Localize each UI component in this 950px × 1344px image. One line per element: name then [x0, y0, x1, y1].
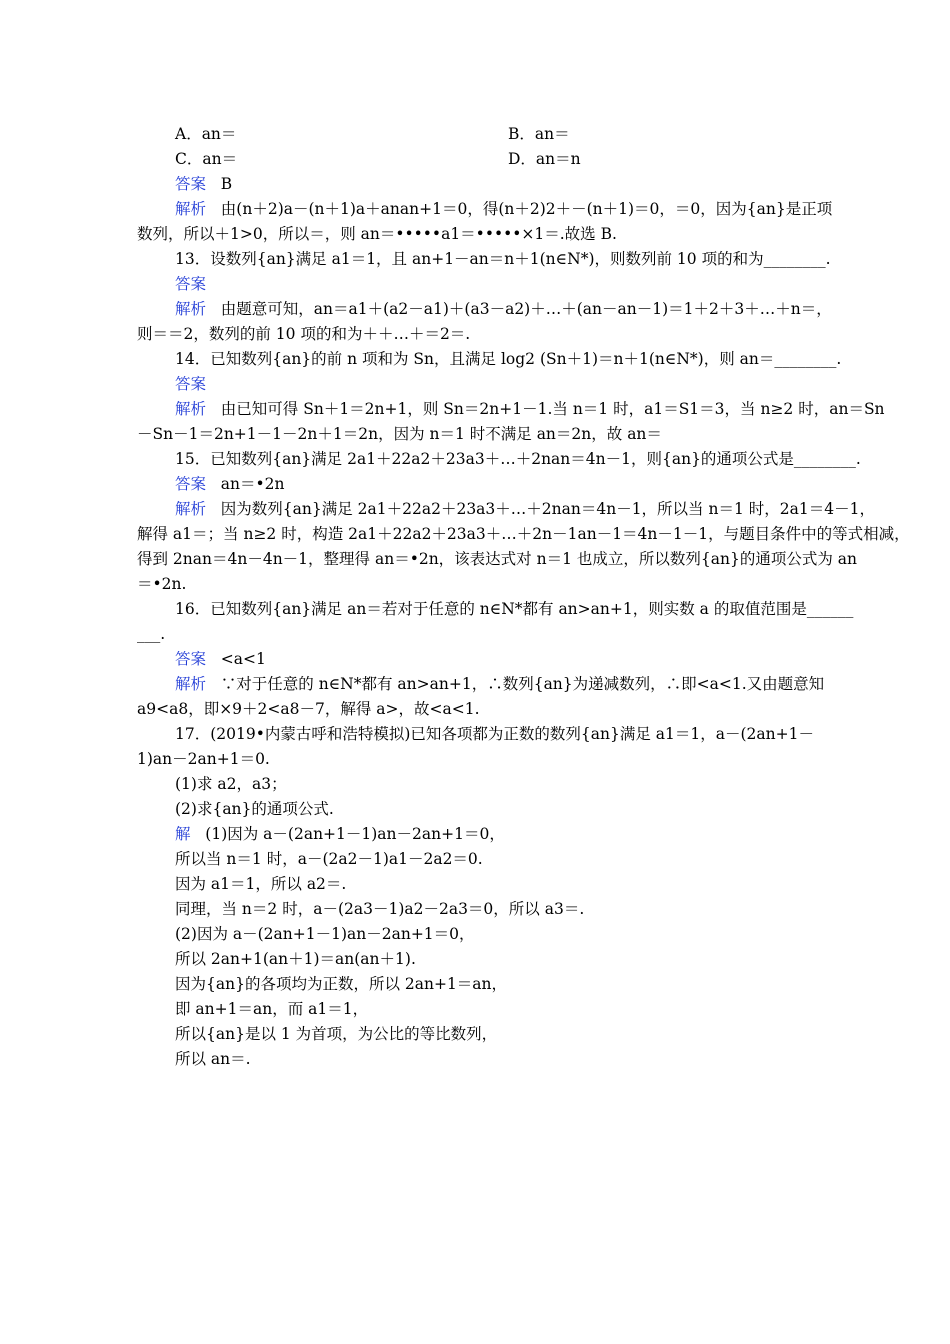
- solution-label: 解: [175, 825, 191, 843]
- q14-solution-line-2: －Sn－1＝2n+1－1－2n＋1＝2n，因为 n＝1 时不满足 an＝2n，故 an＝: [137, 425, 662, 443]
- solution-label: 解析: [175, 400, 207, 418]
- q13-solution-line-2: 则＝＝2，数列的前 10 项的和为＋＋…＋＝2＝.: [137, 325, 471, 343]
- q12-solution-line-1: [175, 199, 832, 219]
- option-d: D．an＝n: [508, 150, 581, 168]
- q17-solution-line-5: (2)因为 a－(2an+1－1)an－2an+1＝0，: [175, 925, 475, 943]
- q16-answer: [175, 649, 266, 669]
- q17-part-2: (2)求{an}的通项公式.: [175, 800, 334, 818]
- q14-stem: 14．已知数列{an}的前 n 项和为 Sn，且满足 log2 (Sn＋1)＝n＋1(n∈N*)，则 an＝________.: [175, 350, 842, 368]
- q17-solution-line-3: 因为 a1＝1，所以 a2＝.: [175, 875, 347, 893]
- solution-text: 由已知可得 Sn＋1＝2n+1，则 Sn＝2n+1－1.当 n＝1 时，a1＝S1＝3，当 n≥2 时，an＝Sn: [220, 400, 885, 418]
- q15-solution-line-2: 解得 a1＝；当 n≥2 时，构造 2a1＋22a2＋23a3＋…＋2n－1an－1＝4n－1－1，与题目条件中的等式相减，: [137, 525, 910, 543]
- solution-label: 解析: [175, 675, 207, 693]
- q15-solution-line-3: 得到 2nan＝4n－4n－1，整理得 an＝•2n，该表达式对 n＝1 也成立，所以数列{an}的通项公式为 an: [137, 550, 857, 568]
- solution-text: 因为数列{an}满足 2a1＋22a2＋23a3＋…＋2nan＝4n－1，所以当 n＝1 时，2a1＝4－1，: [220, 500, 875, 518]
- q12-answer: [175, 174, 232, 194]
- q17-solution-line-4: 同理，当 n＝2 时，a－(2a3－1)a2－2a3＝0，所以 a3＝.: [175, 900, 585, 918]
- q17-stem-line-1: 17．(2019•内蒙古呼和浩特模拟)已知各项都为正数的数列{an}满足 a1＝1，a－(2an+1－: [175, 725, 814, 743]
- q13-solution-line-1: [175, 299, 832, 319]
- answer-value: <a<1: [220, 650, 266, 668]
- solution-label: 解析: [175, 500, 207, 518]
- option-a: A．an＝: [175, 125, 237, 143]
- q17-solution-line-7: 因为{an}的各项均为正数，所以 2an+1＝an，: [175, 975, 508, 993]
- answer-label: 答案: [175, 475, 207, 493]
- q13-stem: 13．设数列{an}满足 a1＝1，且 an+1－an＝n＋1(n∈N*)，则数列前 10 项的和为________.: [175, 250, 831, 268]
- answer-value: B: [220, 175, 233, 193]
- q17-stem-line-2: 1)an－2an+1＝0.: [137, 750, 270, 768]
- q17-solution-line-9: 所以{an}是以 1 为首项，为公比的等比数列，: [175, 1025, 498, 1043]
- solution-text: 由(n＋2)a－(n＋1)a＋anan+1＝0，得(n＋2)2＋－(n＋1)＝0，＝0，因为{an}是正项: [220, 200, 833, 218]
- q14-solution-line-1: [175, 399, 885, 419]
- q16-solution-line-2: a9<a8，即×9＋2<a8－7，解得 a>，故<a<1.: [137, 700, 480, 718]
- answer-label: 答案: [175, 175, 207, 193]
- answer-label: 答案: [175, 650, 207, 668]
- q15-stem: 15．已知数列{an}满足 2a1＋22a2＋23a3＋…＋2nan＝4n－1，则{an}的通项公式是________.: [175, 450, 861, 468]
- answer-label: 答案: [175, 275, 207, 293]
- q16-stem-line-1: 16．已知数列{an}满足 an＝若对于任意的 n∈N*都有 an>an+1，则实数 a 的取值范围是______: [175, 600, 854, 618]
- q15-answer: [175, 474, 285, 494]
- solution-text: ∵对于任意的 n∈N*都有 an>an+1，∴数列{an}为递减数列，∴即<a<1.又由题意知: [220, 675, 825, 693]
- solution-label: 解析: [175, 300, 207, 318]
- solution-text: 由题意可知，an＝a1＋(a2－a1)＋(a3－a2)＋…＋(an－an－1)＝1＋2＋3＋…＋n＝，: [220, 300, 832, 318]
- option-c: C．an＝: [175, 150, 238, 168]
- q17-solution-line-1: [175, 824, 505, 844]
- q16-solution-line-1: [175, 674, 824, 694]
- solution-label: 解析: [175, 200, 207, 218]
- q12-solution-line-2: 数列，所以＋1>0，所以＝，则 an＝•••••a1＝•••••×1＝.故选 B.: [137, 225, 617, 243]
- q17-solution-line-10: 所以 an＝.: [175, 1050, 251, 1068]
- q13-answer: [175, 274, 206, 294]
- q15-solution-line-4: ＝•2n.: [137, 575, 187, 593]
- q17-solution-line-8: 即 an+1＝an，而 a1＝1，: [175, 1000, 369, 1018]
- q16-stem-line-2: ___.: [137, 625, 166, 643]
- option-b: B．an＝: [508, 125, 570, 143]
- q14-answer: [175, 374, 206, 394]
- answer-value: an＝•2n: [220, 475, 285, 493]
- q17-solution-line-6: 所以 2an+1(an＋1)＝an(an＋1).: [175, 950, 416, 968]
- q17-part-1: (1)求 a2，a3；: [175, 775, 287, 793]
- answer-label: 答案: [175, 375, 207, 393]
- solution-text: (1)因为 a－(2an+1－1)an－2an+1＝0，: [205, 825, 505, 843]
- q15-solution-line-1: [175, 499, 875, 519]
- q17-solution-line-2: 所以当 n＝1 时，a－(2a2－1)a1－2a2＝0.: [175, 850, 483, 868]
